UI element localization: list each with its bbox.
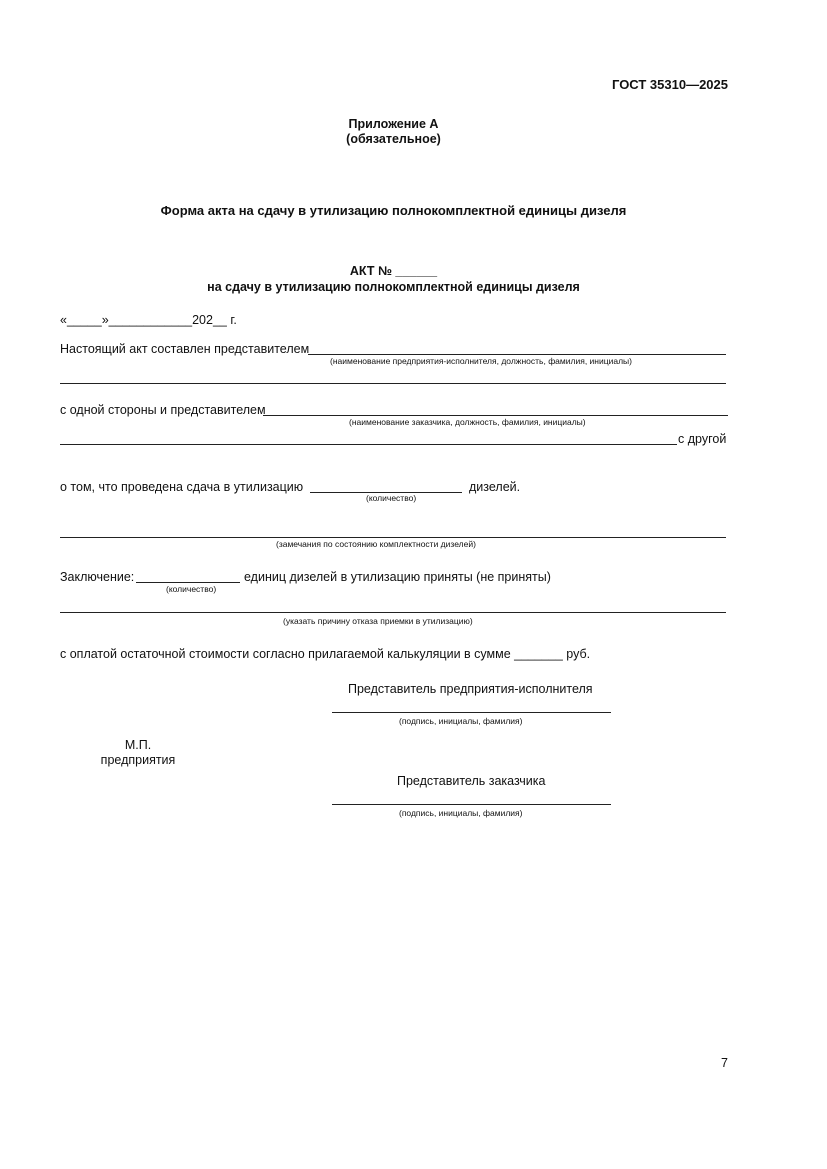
- appendix-title: Приложение А: [348, 117, 439, 131]
- stamp-label: М.П.: [124, 738, 152, 752]
- executor-rep-line[interactable]: [308, 354, 726, 355]
- payment-line: с оплатой остаточной стоимости согласно прилагаемой калькуляции в сумме _______ руб.: [60, 647, 591, 661]
- handover-suffix: дизелей.: [469, 480, 521, 494]
- customer-rep-line-2[interactable]: [60, 444, 677, 445]
- conclusion-quantity-line[interactable]: [136, 582, 240, 583]
- executor-signature-title: Представитель предприятия-исполнителя: [348, 682, 593, 696]
- page-number: 7: [721, 1056, 728, 1070]
- customer-rep-line[interactable]: [263, 415, 728, 416]
- act-subtitle: на сдачу в утилизацию полнокомплектной единицы дизеля: [207, 280, 580, 294]
- date-line: «_____»____________202__ г.: [60, 313, 237, 327]
- form-title: Форма акта на сдачу в утилизацию полнокомплектной единицы дизеля: [160, 203, 627, 218]
- remarks-note: (замечания по состоянию комплектности дизелей): [276, 539, 476, 549]
- executor-signature-line[interactable]: [332, 712, 611, 713]
- conclusion-label: Заключение:: [60, 570, 135, 584]
- appendix-status: (обязательное): [346, 132, 441, 146]
- customer-rep-label: с одной стороны и представителем: [60, 403, 266, 417]
- executor-signature-note: (подпись, инициалы, фамилия): [399, 716, 523, 726]
- conclusion-quantity-note: (количество): [166, 584, 217, 594]
- act-number: АКТ № ______: [349, 264, 438, 278]
- standard-number: ГОСТ 35310—2025: [612, 77, 728, 92]
- customer-rep-note: (наименование заказчика, должность, фамилия, инициалы): [349, 417, 586, 427]
- handover-quantity-note: (количество): [366, 493, 417, 503]
- reject-reason-line[interactable]: [60, 612, 726, 613]
- other-side-label: с другой: [678, 432, 727, 446]
- customer-signature-line[interactable]: [332, 804, 611, 805]
- handover-label: о том, что проведена сдача в утилизацию: [60, 480, 304, 494]
- conclusion-suffix: единиц дизелей в утилизацию приняты (не приняты): [244, 570, 551, 584]
- remarks-line[interactable]: [60, 537, 726, 538]
- executor-rep-label: Настоящий акт составлен представителем: [60, 342, 310, 356]
- reject-reason-note: (указать причину отказа приемки в утилизацию): [283, 616, 473, 626]
- stamp-label-enterprise: предприятия: [100, 753, 176, 767]
- executor-rep-line-2[interactable]: [60, 383, 726, 384]
- customer-signature-note: (подпись, инициалы, фамилия): [399, 808, 523, 818]
- customer-signature-title: Представитель заказчика: [397, 774, 546, 788]
- executor-rep-note: (наименование предприятия-исполнителя, должность, фамилия, инициалы): [330, 356, 632, 366]
